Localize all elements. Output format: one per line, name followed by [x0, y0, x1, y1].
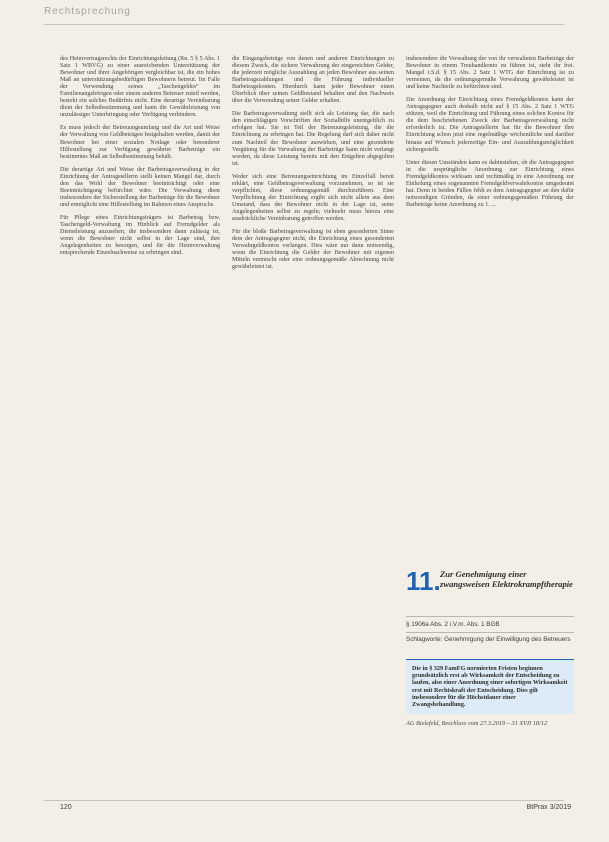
section-divider [406, 616, 574, 617]
paragraph: Die Anordnung der Einrichtung eines Fremdgeldkontos kann der Antragsgegner auch deshalb nicht auf § 15 Abs. 2 Satz 1 WTG stützen, weil die Einrichtung und Führung eines solchen Kontos für die dem beschriebenen Zweck der Barbetragsverwaltung nicht erforderlich ist. Die Antragstellerin hat für die Bewohner ihre Einrichtung schon jetzt eine regelmäßige wöchentliche und darüber hinaus auf Wunsch jederzeitige Ein- und Auszahlungsmöglichkeit sichergestellt. [406, 97, 574, 153]
court-citation: AG Bielefeld, Beschluss vom 27.3.2019 – 31 XVII 18/12 [406, 720, 548, 727]
text-column-1 [60, 56, 220, 263]
journal-issue: BtPrax 3/2019 [526, 804, 571, 811]
paragraph: Unter diesen Umständen kann es dahinstehen, ob die Antragsgegner in die ursprüngliche Anordnung zur Einrichtung eines Fremdgeldkontos wirksam und rechtmäßig in eine Anordnung zur Einholung eines sogenannten Fremdgeldverwahrkontos umgedeutet hat. Denn in beiden Fällen fehlt es dem Antragsgegner an den dafür notwendigen Gründen, da einer ordnungsgemäßen Führung der Barbeträge keine Anordnung zu 1. ... [406, 159, 574, 208]
text-column-2 [232, 56, 394, 277]
footer-divider [44, 800, 564, 801]
headnote-box [406, 659, 574, 714]
section-title: Zur Genehmigung einer zwangsweisen Elektrokrampftherapie [440, 569, 573, 589]
section-header-title: Rechtsprechung [44, 6, 131, 17]
headnote-text: Die in § 329 FamFG normierten Fristen beginnen grundsätzlich erst ab Wirksamkeit der Entscheidung zu laufen, also einer Anordnung einer sofortigen Wirksamkeit erst mit Rechtskraft der Entscheidung. Dies gilt insbesondere für die Höchstdauer einer Zwangsbehandlung. [412, 665, 568, 709]
paragraph: Für Pflege eines Einrichtungsträgers ist Barbetrag bzw. Taschengeld-Verwaltung im Hinblick auf Fremdgelder als Dienstleistung anzusehen, die insbesondere dann zulässig ist, wenn die Bewohner nicht selbst in der Lage sind, ihre Angelegenheiten zu besorgen, und für die Heimverwaltung entsprechende Einzelnachweise zu erbringen sind. [60, 214, 220, 257]
law-reference: § 1906a Abs. 2 i.V.m. Abs. 1 BGB [406, 621, 500, 628]
paragraph: die Eingangsbeträge von denen und anderen Einrichtungen zu diesem Zweck, die sichere Verwahrung der eingereichten Gelder, die jederzeit mögliche Auszahlung an jeden Bewohner aus seinen Barbetragszahlungen und die Führung individueller Barbetragskonten. Hierdurch kann jeder Bewohner einen Überblick über seinen Geldbestand behalten und den Nachweis über die Verwendung seiner Gelder erhalten. [232, 56, 394, 105]
paragraph: Für die bloße Barbetragsverwaltung ist eben gesonderten Sinne dem der Antragsgegner nicht, die Einrichtung eines gesonderten Verwahrgeldkontos verlangen. Dies wäre nur dann notwendig, wenn die Einrichtung die Gelder der Bewohner mit eigenen Mitteln vermischt oder eine ordnungsgemäße Abrechnung nicht gewährleistet ist. [232, 229, 394, 271]
paragraph: Die Barbetragsverwaltung stellt sich als Leistung dar, die nach den einschlägigen Vorschriften der Sozialhilfe unentgeltlich zu erfolgen hat. Sie ist Teil der Betreuungsleistung, die die Einrichtung zu erbringen hat. Die Regelung darf sich daher nicht zum Nachteil der Bewohner auswirken, und eine gesonderte Vergütung für die Verwaltung der Barbeträge kann nicht verlangt werden, da diese Leistung bereits mit den Entgelten abgegolten ist. [232, 111, 394, 167]
page-header [0, 0, 609, 22]
header-divider [44, 24, 564, 25]
section-divider [406, 632, 574, 633]
paragraph: des Heimvertragsrechts der Einrichtungsleitung (Rn. 5 § 5 Abs. 1 Satz 1 WBVG) zu einer ausreichenden Unterstützung der Bewohner und ihrer Angehörigen vergleichbar ist, die ein hohes Maß an unterstützungsbedürftigen Bewohnern betreut. Im Falle der Verwendung seines „Taschengeldes“ im Familienangehörigen oder einem anderen Betreuer zuteil werden, besteht ein solches Bedürfnis nicht. Eine derartige Vereinbarung dient der Selbstbestimmung und kann die Gewährleistung von unzulässiger Unterbringung oder Verfügung verhindern. [60, 56, 220, 119]
page-number: 120 [60, 804, 72, 811]
paragraph: Die derartige Art und Weise der Barbetragsverwaltung in der Einrichtung der Antragstellerin stellt keinen Mangel dar, durch den das Wohl der Bewohner beeinträchtigt oder eine Beeinträchtigung befürchtet wäre. Die Verwaltung dient insbesondere der Sicherstellung der Barbeträge für die Bewohner und ermöglicht eine Hilfestellung im Rahmen eines Anspruchs. [60, 166, 220, 208]
paragraph: insbesondere die Verwaltung der von ihr verwalteten Barbeträge der Bewohner in einem Treuhandkonto zu führen ist, steht ihr frei. Mangel i.S.d. § 15 Abs. 2 Satz 1 WTG der Einrichtung ist zu verneinen, da die ordnungsgemäße Verwahrung gewährleistet ist und keine Nachteile zu befürchten sind. [406, 56, 574, 91]
paragraph: Weder sich eine Betreuungseinrichtung im Einzelfall bereit erklärt, eine Geldbetragsverwaltung vorzunehmen, so ist sie verpflichtet, diese ordnungsgemäß durchzuführen. Eine Verpflichtung der Einrichtung ergibt sich nicht allein aus dem Umstand, dass der Bewohner nicht in der Lage ist, seine Angelegenheiten selbst zu regeln; vielmehr muss hierzu eine ausdrückliche Vereinbarung getroffen werden. [232, 173, 394, 222]
text-column-3 [406, 56, 574, 215]
section-number: 11. [406, 566, 441, 596]
paragraph: Es muss jedoch der Betreuungsumfang und die Art und Weise der Verwaltung von Geldbeträgen festgehalten werden, damit der Bewohner bei einer sozialen Notlage oder besonderer Hilfestellung zur Verfügung gewährter Barbeträge ein bestimmtes Maß an Selbstbestimmung behält. [60, 125, 220, 160]
keywords: Schlagworte: Genehmigung der Einwilligung des Betreuers [406, 636, 571, 643]
